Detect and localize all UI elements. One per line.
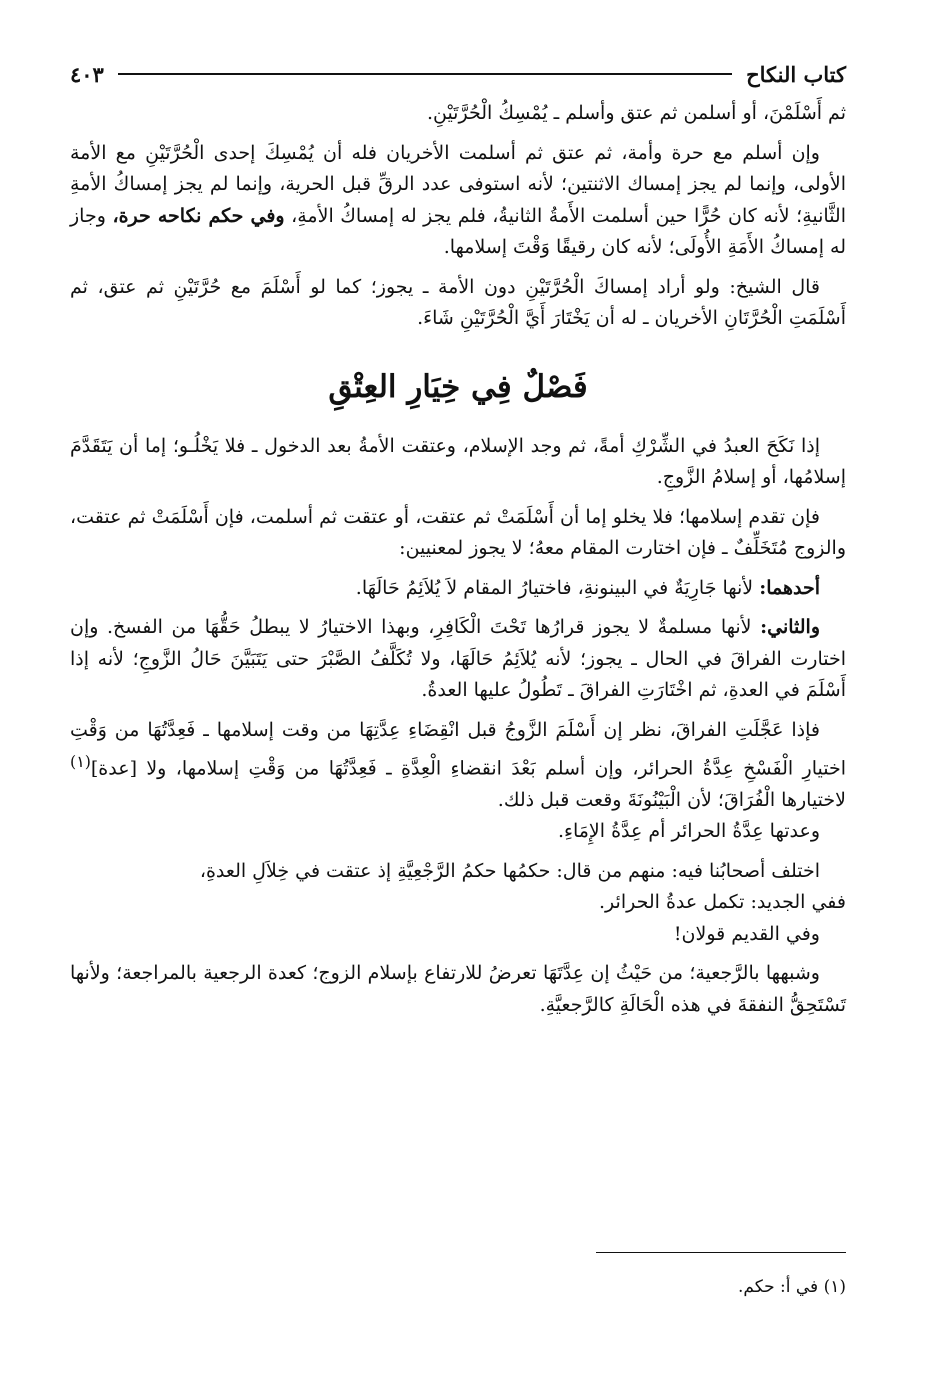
paragraph: ثم أَسْلَمْنَ، أو أسلمن ثم عتق وأسلم ـ يُمْسِكُ الْحُرَّتَيْنِ. (426, 102, 846, 124)
paragraph-text: لأنها جَارِيَةٌ في البينونةِ، فاختيارُ المقام لاَ يُلاَئِمُ حَالَهَا. (355, 576, 760, 599)
bold-lead: والثاني: (760, 616, 820, 638)
paragraph: اختلف أصحابُنا فيه: منهم من قال: حكمُها حكمُ الرَّجْعِيَّةِ إذ عتقت في خِلاَلِ العدةِ، (199, 859, 820, 882)
main-text (70, 98, 846, 1029)
section-heading: فَصْلٌ فِي خِيَارِ العِتْقِ (328, 368, 588, 405)
paragraph: وشبهها بالرَّجعية؛ من حَيْثُ إن عِدَّتَهَا تعرضُ للارتفاع بإسلام الزوج؛ كعدة الرجعية بالمراجعة؛ ولأنها تَسْتَحِقُّ النفقةَ في هذه الْحَالَةِ كالرَّجعيَّةِ. (70, 962, 846, 1016)
page-number: ٤٠٣ (70, 61, 104, 87)
paragraph (70, 573, 846, 605)
paragraph: قال الشيخ: ولو أراد إمساكَ الْحُرَّتَيْنِ دون الأمة ـ يجوز؛ كما لو أَسْلَمَ مع حُرَّتَيْنِ ثم عتق، ثم أَسْلَمَتِ الْحُرَّتَانِ الأخريان ـ له أن يَخْتَارَ أَيَّ الْحُرَّتَيْنِ شَاءَ. (70, 275, 846, 329)
paragraph (70, 612, 846, 707)
paragraph-text: وإن أسلم مع حرة وأمة، ثم عتق ثم أسلمت الأخريان فله أن يُمْسِكَ إحدى الْحُرَّتَيْنِ مع الأمة الأولى، وإنما لم يجز إمساك الاثنتين؛ لأنه استوفى عدد الرقِّ قبل الحرية، وإنما لم يجز إمساكُ الأمةِ الثَّانيةِ؛ لأنه كان حُرًّا حين أسلمت الأَمةُ الثانيةُ، فلم يجز له إمساكُ الأمةِ، (70, 141, 846, 227)
paragraph: وعدتها عِدَّةُ الحرائر أم عِدَّةُ الإِمَاءِ. (557, 820, 820, 843)
running-header (70, 58, 846, 90)
footnote-reference: (١) (70, 752, 91, 771)
footnote-rule (596, 1252, 846, 1253)
paragraph: إذا نَكَحَ العبدُ في الشِّرْكِ أمةً، ثم وجد الإسلام، وعتقت الأمةُ بعد الدخول ـ فلا يَخْلُـو؛ إما أن يَتَقَدَّمَ إسلامُها، أو إسلامُ الزَّوجِ. (70, 434, 846, 488)
paragraph-text: فإذا عَجَّلَتِ الفراقَ، نظر إن أَسْلَمَ الزَّوجُ قبل انْقِضَاءِ عِدَّتِهَا من وقت إسلامها ـ فَعِدَّتُهَا من وَقْتِ اختيارِ الْفَسْخِ عِدَّةُ الحرائر، وإن أسلم بَعْدَ انقضاءِ الْعِدَّةِ ـ فَعِدَّتُهَا من وَقْتِ إسلامها، ولا [عدة] (70, 718, 846, 780)
bold-phrase: وفي حكم نكاحه حرة، (112, 204, 285, 227)
paragraph-text: لاختيارها الْفُرَاقَ؛ لأن الْبَيْنُونَةَ وقعت قبل ذلك. (497, 788, 846, 811)
header-rule (118, 73, 732, 75)
paragraph (70, 138, 846, 264)
running-title: كتاب النكاح (746, 61, 846, 87)
bold-lead: أحدهما: (759, 576, 820, 599)
paragraph-text: لأنها مسلمةٌ لا يجوز قرارُها تَحْتَ الْكَافِرِ، وبهذا الاختيارُ لا يبطلُ حَقُّهَا من الفسخ. وإن اختارت الفراقَ في الحال ـ يجوز؛ لأنه يُلاَئِمُ حَالَهَا، ولا تُكَلَّفُ الصَّبْرَ حتى يَتَبَيَّنَ حَالُ الزَّوجِ؛ لأنه إذا أَسْلَمَ في العدةِ، ثم اخْتَارَتِ الفراقَ ـ تَطُولُ عليها العدةُ. (70, 616, 846, 701)
paragraph-text: وجاز له إمساكُ الأَمَةِ الأُولَى؛ لأنه كان رقيقًا وَقْتَ إسلامها. (70, 204, 846, 258)
paragraph (70, 715, 846, 817)
paragraph: ففي الجديد: تكمل عدةُ الحرائر. (599, 891, 846, 914)
paragraph: وفي القديم قولان! (673, 922, 820, 945)
paragraph: فإن تقدم إسلامها؛ فلا يخلو إما أن أَسْلَمَتْ ثم عتقت، أو عتقت ثم أسلمت، فإن أَسْلَمَتْ ثم عتقت، والزوج مُتَخَلِّفٌ ـ فإن اختارت المقام معهُ؛ لا يجوز لمعنيين: (70, 505, 846, 559)
footnote: (١) في أ: حكم. (738, 1277, 846, 1297)
